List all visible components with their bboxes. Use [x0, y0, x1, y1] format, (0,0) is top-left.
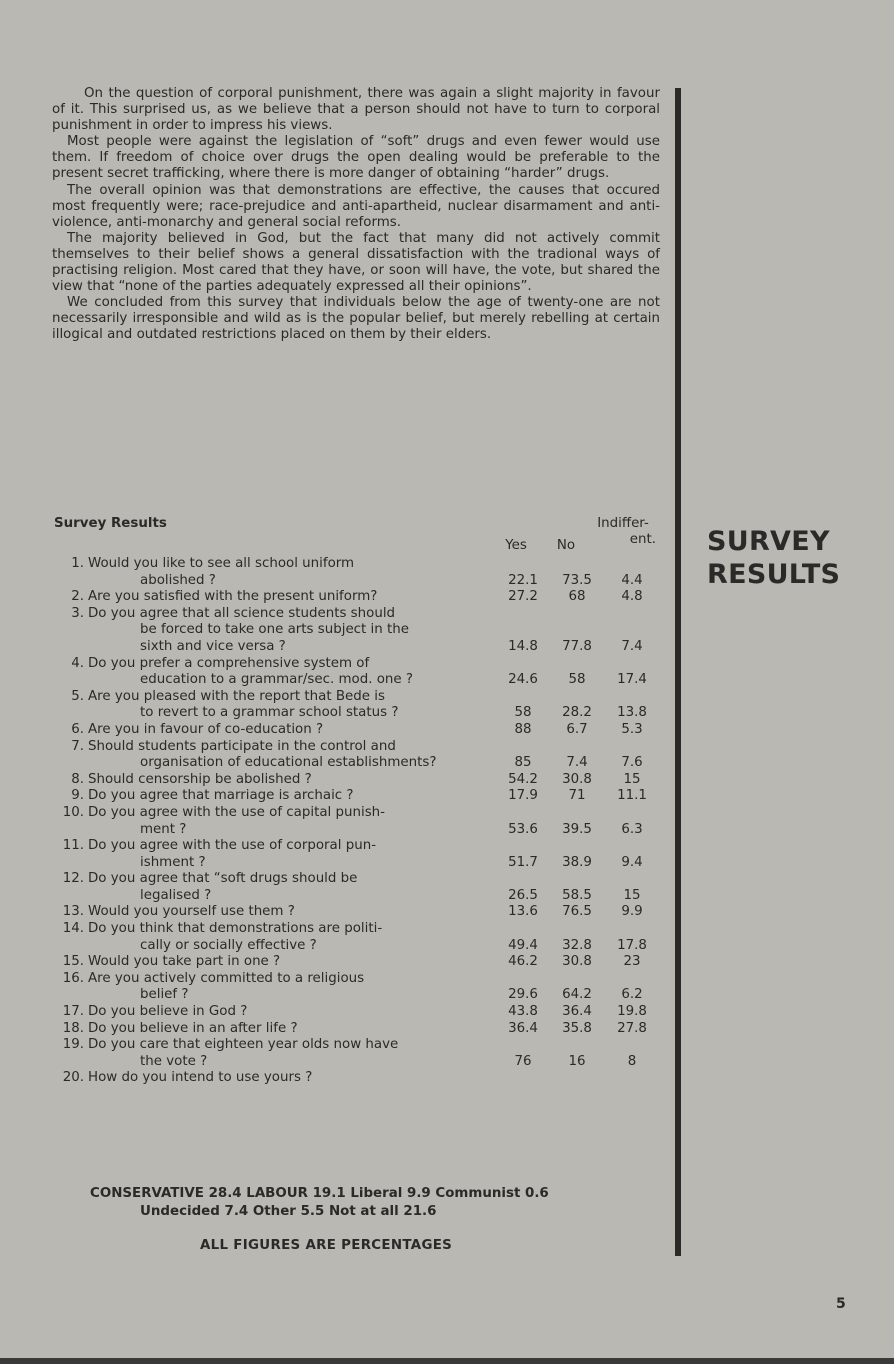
value-indifferent: 15 [623, 887, 641, 903]
question-text: be forced to take one arts subject in the [140, 622, 409, 638]
question-text: abolished ? [140, 572, 216, 588]
value-indifferent: 23 [623, 954, 641, 970]
value-yes: 17.9 [508, 788, 538, 804]
survey-question [52, 871, 662, 904]
value-no: 36.4 [562, 1004, 592, 1020]
answer-values [494, 772, 662, 789]
value-no: 6.7 [566, 721, 588, 737]
survey-heading: Survey Results [54, 516, 167, 531]
value-indifferent: 27.8 [617, 1020, 647, 1036]
value-indifferent: 19.8 [617, 1004, 647, 1020]
question-number: 18. [62, 1020, 84, 1036]
paragraph: Most people were against the legislation of “soft” drugs and even fewer would use them. If freedom of choice over drugs the open dealing would be preferable to the present secret trafficking, where there is more danger of obtaining “harder” drugs. [52, 134, 660, 182]
survey-question [52, 656, 662, 689]
survey-question [52, 689, 662, 722]
question-number: 20. [62, 1070, 84, 1086]
survey-question [52, 788, 662, 805]
value-indifferent: 6.2 [621, 987, 643, 1003]
question-number [52, 705, 88, 722]
column-header-no: No [556, 538, 576, 553]
survey-question [52, 838, 662, 871]
vote-results-line-2: Undecided 7.4 Other 5.5 Not at all 21.6 [140, 1204, 437, 1219]
question-number: 12. [62, 871, 84, 887]
value-yes: 26.5 [508, 887, 538, 903]
value-yes: 88 [514, 721, 532, 737]
question-text: ment ? [140, 821, 187, 837]
question-text: legalised ? [140, 887, 212, 903]
value-no: 58 [568, 672, 586, 688]
survey-question [52, 1004, 662, 1021]
question-text: Are you pleased with the report that Bede is [88, 688, 385, 704]
answer-values [494, 904, 662, 921]
value-indifferent: 7.4 [621, 638, 643, 654]
question-number: 6. [71, 721, 84, 737]
question-number: 2. [71, 589, 84, 605]
answer-values [494, 987, 662, 1004]
question-number: 10. [62, 804, 84, 820]
question-number: 7. [71, 738, 84, 754]
question-text: Do you believe in God ? [88, 1004, 248, 1020]
value-no: 73.5 [562, 572, 592, 588]
survey-question [52, 1037, 662, 1070]
survey-question [52, 722, 662, 739]
question-number: 15. [62, 954, 84, 970]
question-number: 4. [71, 655, 84, 671]
question-text: sixth and vice versa ? [140, 638, 286, 654]
value-no: 68 [568, 589, 586, 605]
question-text: Are you satisfied with the present uniform? [88, 589, 378, 605]
answer-values [494, 938, 662, 955]
paragraph: The majority believed in God, but the fact that many did not actively commit themselves to their belief shows a general dissatisfaction with the tradional ways of practising religion. Most cared that they have, or soon will have, the vote, but shared the view that “none of the parties adequately expressed all their opinions”. [52, 230, 660, 295]
value-no: 38.9 [562, 854, 592, 870]
footnote: ALL FIGURES ARE PERCENTAGES [200, 1238, 453, 1253]
value-indifferent: 7.6 [621, 755, 643, 771]
value-indifferent: 5.3 [621, 721, 643, 737]
value-no: 77.8 [562, 638, 592, 654]
value-no: 71 [568, 788, 586, 804]
value-indifferent: 8 [627, 1053, 637, 1069]
question-text: the vote ? [140, 1053, 208, 1069]
column-header-yes: Yes [505, 538, 527, 553]
value-indifferent: 11.1 [617, 788, 647, 804]
paragraph: We concluded from this survey that individuals below the age of twenty-one are not necessarily irresponsible and wild as is the popular belief, but merely rebelling at certain illogical and outdated restrictions placed on them by their elders. [52, 295, 660, 343]
answer-values [494, 589, 662, 606]
survey-question [52, 739, 662, 772]
paragraph: The overall opinion was that demonstrations are effective, the causes that occured most frequently were; race-prejudice and anti-apartheid, nuclear disarmament and anti-violence, anti-monarchy and general social reforms. [52, 182, 660, 230]
question-text: Would you yourself use them ? [88, 904, 295, 920]
survey-question [52, 805, 662, 838]
value-yes: 76 [514, 1053, 532, 1069]
question-text: organisation of educational establishments? [140, 755, 437, 771]
value-yes: 53.6 [508, 821, 538, 837]
answer-values [494, 755, 662, 772]
question-text: Do you think that demonstrations are politi- [88, 921, 383, 937]
question-text: Are you in favour of co-education ? [88, 721, 324, 737]
value-no: 76.5 [562, 904, 592, 920]
survey-question [52, 589, 662, 606]
paragraph: On the question of corporal punishment, there was again a slight majority in favour of it. This surprised us, as we believe that a person should not have to turn to corporal punishment in order to impress his views. [52, 86, 660, 134]
question-text: Do you believe in an after life ? [88, 1020, 298, 1036]
question-number: 3. [71, 605, 84, 621]
survey-question [52, 1070, 662, 1087]
answer-values [494, 1054, 662, 1071]
question-text: belief ? [140, 987, 189, 1003]
answer-values [494, 954, 662, 971]
value-yes: 14.8 [508, 638, 538, 654]
page-number: 5 [836, 1296, 846, 1312]
page-edge [0, 1358, 894, 1364]
survey-question [52, 954, 662, 971]
survey-question [52, 971, 662, 1004]
question-text: cally or socially effective ? [140, 937, 317, 953]
value-indifferent: 17.8 [617, 937, 647, 953]
vote-results-line-1: CONSERVATIVE 28.4 LABOUR 19.1 Liberal 9.9 Communist 0.6 [90, 1186, 549, 1201]
value-no: 58.5 [562, 887, 592, 903]
question-text: Do you agree that marriage is archaic ? [88, 788, 354, 804]
question-number [52, 755, 88, 772]
survey-question [52, 1021, 662, 1038]
value-no: 64.2 [562, 987, 592, 1003]
question-number [52, 855, 88, 872]
survey-question [52, 904, 662, 921]
value-yes: 51.7 [508, 854, 538, 870]
value-indifferent: 13.8 [617, 705, 647, 721]
question-text: Should students participate in the control and [88, 738, 396, 754]
question-number: 17. [62, 1004, 84, 1020]
question-text: Should censorship be abolished ? [88, 771, 312, 787]
question-text: Are you actively committed to a religious [88, 970, 365, 986]
question-text: Do you care that eighteen year olds now have [88, 1037, 399, 1053]
question-number: 5. [71, 688, 84, 704]
side-title: SURVEY RESULTS [707, 526, 841, 590]
answer-values [494, 1004, 662, 1021]
answer-values [494, 573, 662, 590]
value-no: 35.8 [562, 1020, 592, 1036]
question-number [52, 639, 88, 656]
question-number [52, 938, 88, 955]
value-no: 32.8 [562, 937, 592, 953]
value-no: 16 [568, 1053, 586, 1069]
value-yes: 24.6 [508, 672, 538, 688]
value-yes: 29.6 [508, 987, 538, 1003]
answer-values [494, 722, 662, 739]
value-no: 30.8 [562, 771, 592, 787]
answer-values [494, 822, 662, 839]
question-number [52, 573, 88, 590]
question-number [52, 622, 88, 639]
question-number: 13. [62, 904, 84, 920]
answer-values [494, 788, 662, 805]
answer-values [494, 888, 662, 905]
value-yes: 46.2 [508, 954, 538, 970]
survey-questions [52, 556, 662, 1087]
question-number: 9. [71, 788, 84, 804]
answer-values [494, 672, 662, 689]
value-indifferent: 15 [623, 771, 641, 787]
intro-text [52, 86, 660, 344]
survey-question [52, 772, 662, 789]
value-no: 39.5 [562, 821, 592, 837]
vertical-rule [675, 88, 681, 1256]
question-text: Do you agree that “soft drugs should be [88, 871, 358, 887]
question-text: Would you take part in one ? [88, 954, 281, 970]
value-no: 28.2 [562, 705, 592, 721]
question-text: Do you agree that all science students should [88, 605, 396, 621]
question-text: How do you intend to use yours ? [88, 1070, 313, 1086]
survey-question [52, 556, 662, 589]
value-indifferent: 9.4 [621, 854, 643, 870]
answer-values [494, 855, 662, 872]
answer-values [494, 639, 662, 656]
value-yes: 13.6 [508, 904, 538, 920]
question-number [52, 1054, 88, 1071]
value-yes: 27.2 [508, 589, 538, 605]
question-text: education to a grammar/sec. mod. one ? [140, 672, 414, 688]
question-number: 19. [62, 1037, 84, 1053]
question-number: 1. [71, 556, 84, 571]
question-number [52, 888, 88, 905]
survey-question [52, 921, 662, 954]
value-indifferent: 6.3 [621, 821, 643, 837]
value-indifferent: 17.4 [617, 672, 647, 688]
value-yes: 49.4 [508, 937, 538, 953]
value-yes: 58 [514, 705, 532, 721]
value-yes: 85 [514, 755, 532, 771]
question-number: 16. [62, 970, 84, 986]
value-no: 7.4 [566, 755, 588, 771]
survey-question [52, 606, 662, 656]
answer-values [494, 1021, 662, 1038]
value-indifferent: 9.9 [621, 904, 643, 920]
answer-values [494, 705, 662, 722]
question-number: 8. [71, 771, 84, 787]
question-number [52, 822, 88, 839]
value-yes: 36.4 [508, 1020, 538, 1036]
question-number [52, 672, 88, 689]
question-text: Do you agree with the use of corporal pun- [88, 838, 377, 854]
question-text: ishment ? [140, 854, 206, 870]
question-text: Do you prefer a comprehensive system of [88, 655, 370, 671]
value-yes: 22.1 [508, 572, 538, 588]
value-indifferent: 4.8 [621, 589, 643, 605]
value-yes: 43.8 [508, 1004, 538, 1020]
question-text: to revert to a grammar school status ? [140, 705, 399, 721]
question-text: Do you agree with the use of capital punish- [88, 804, 385, 820]
value-indifferent: 4.4 [621, 572, 643, 588]
question-number [52, 987, 88, 1004]
question-number: 11. [62, 838, 84, 854]
question-text: Would you like to see all school uniform [88, 556, 355, 571]
value-no: 30.8 [562, 954, 592, 970]
column-header-indifferent: Indiffer- ent. [597, 516, 656, 547]
question-number: 14. [62, 921, 84, 937]
value-yes: 54.2 [508, 771, 538, 787]
